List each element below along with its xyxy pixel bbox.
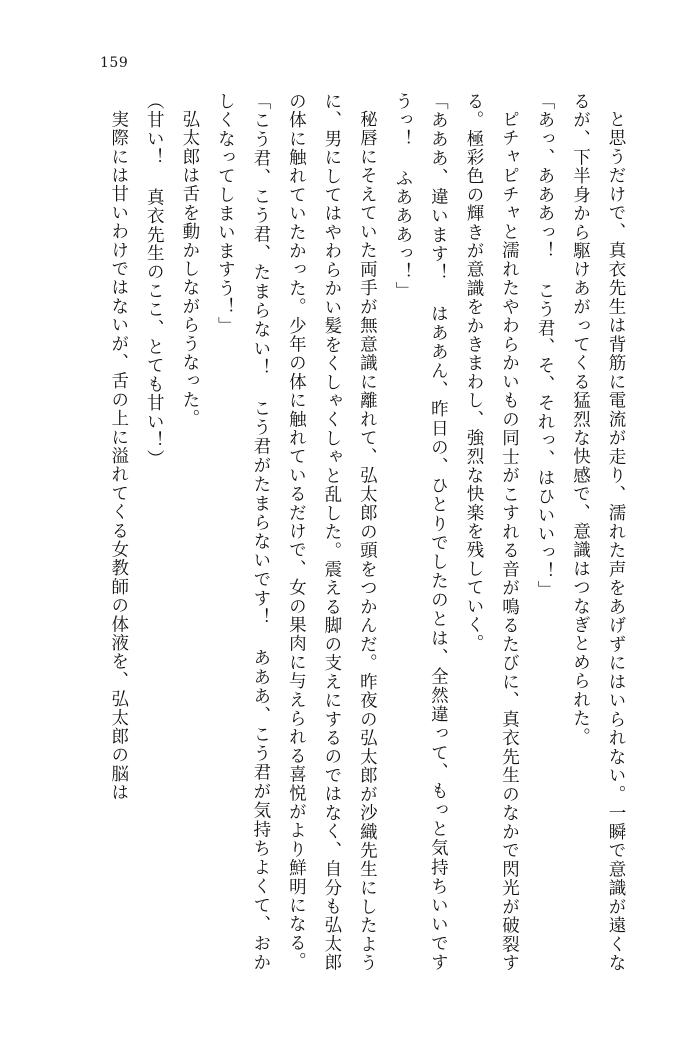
- paragraph: 実際には甘いわけではないが、舌の上に溢れてくる女教師の体液を、弘太郎の脳は: [108, 109, 129, 802]
- page-number: 159: [100, 55, 129, 71]
- page-body-text: [100, 92, 633, 972]
- paragraph: 秘唇にそえていた両手が無意識に離れて、弘太郎の頭をつかんだ。昨夜の弘太郎が沙織先生にしたように、男にしてはやわらかい髪をくしゃくしゃと乱した。震える脚の支えにするのではなく、自分も弘太郎の体に触れていたかった。少年の体に触れているだけで、女の果肉に与えられる喜悦がより鮮明になる。: [286, 92, 378, 972]
- paragraph: 弘太郎は舌を動かしながらうなった。: [179, 109, 200, 428]
- paragraph: と思うだけで、真衣先生は背筋に電流が走り、濡れた声をあげずにはいられない。一瞬で意識が遠くなるが、下半身から駆けあがってくる猛烈な快感で、意識はつなぎとめられた。: [570, 92, 626, 972]
- paragraph: 「あっ、あああっ！ こう君、そ、それっ、はひいいっ！」: [534, 92, 555, 600]
- paragraph: 「あああ、違います！ はああん、昨日の、ひとりでしたのとは、全然違って、もっと気持ちいいですうっ！ ふあああっ！」: [392, 92, 449, 972]
- paragraph: ピチャピチャと濡れたやわらかいもの同士がこすれる音が鳴るたびに、真衣先生のなかで閃光が破裂する。極彩色の輝きが意識をかきまわし、強烈な快楽を残していく。: [463, 92, 520, 972]
- paragraph: （甘い！ 真衣先生のここ、とても甘い！）: [144, 92, 165, 469]
- paragraph: 「こう君、こう君、たまらない！ こう君がたまらないです！ あああ、こう君が気持ちよくて、おかしくなってしまいますう！」: [215, 92, 271, 972]
